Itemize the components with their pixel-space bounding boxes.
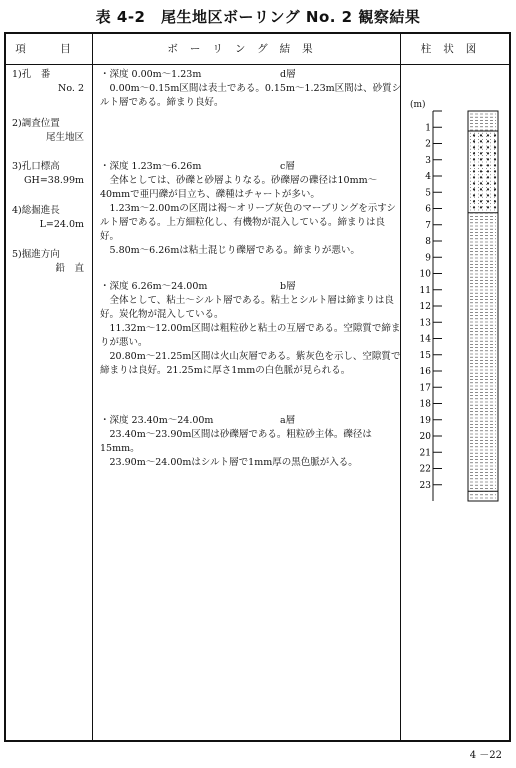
gravel-dot xyxy=(480,182,482,184)
gravel-dot xyxy=(494,140,496,142)
item-direction xyxy=(12,248,90,276)
depth-tick-label: 23 xyxy=(419,480,431,491)
gravel-dot xyxy=(487,146,489,148)
gravel-dot xyxy=(487,188,489,190)
layer-name: b層 xyxy=(280,281,296,292)
depth-range: ・深度 1.23m～6.26m xyxy=(100,161,202,172)
boring-column-log xyxy=(402,64,511,740)
gravel-dot xyxy=(480,140,482,142)
item-label: 3)孔口標高 xyxy=(12,161,60,172)
gravel-dot xyxy=(473,158,475,160)
gravel-dot xyxy=(473,182,475,184)
gravel-dot xyxy=(487,170,489,172)
paragraph: 1.23m～2.00mの区間は褐～オリーブ灰色のマーブリングを示すシルト層である。上方細粒化し、有機物が混入している。締まりは良好。 xyxy=(100,203,396,242)
depth-tick-label: 15 xyxy=(419,350,431,361)
gravel-dot xyxy=(480,194,482,196)
gravel-dot xyxy=(487,200,489,202)
gravel-dot xyxy=(480,176,482,178)
depth-tick-label: 13 xyxy=(419,318,431,329)
section-b-layer xyxy=(100,280,402,378)
paragraph: 全体として、粘土～シルト層である。粘土とシルト層は締まりは良好。炭化物が混入している。 xyxy=(100,295,394,320)
gravel-dot xyxy=(487,140,489,142)
observation-table xyxy=(4,32,511,742)
header-result: ボーリング結果 xyxy=(167,43,325,55)
gravel-dot xyxy=(473,206,475,208)
item-value: 尾生地区 xyxy=(45,132,84,143)
gravel-dot xyxy=(487,182,489,184)
gravel-dot xyxy=(494,206,496,208)
section-d-layer xyxy=(100,68,402,110)
gravel-dot xyxy=(487,134,489,136)
gravel-dot xyxy=(473,170,475,172)
gravel-dot xyxy=(494,134,496,136)
gravel-dot xyxy=(480,152,482,154)
item-value: 鉛 直 xyxy=(55,263,84,274)
depth-tick-label: 4 xyxy=(425,172,431,182)
layer-name: a層 xyxy=(280,415,296,426)
gravel-dot xyxy=(473,134,475,136)
gravel-dot xyxy=(480,170,482,172)
paragraph: 5.80m～6.26mは粘土混じり礫層である。締まりが悪い。 xyxy=(109,245,360,256)
header-column: 柱状図 xyxy=(420,43,489,55)
gravel-dot xyxy=(480,146,482,148)
depth-range: ・深度 23.40m～24.00m xyxy=(100,415,214,426)
gravel-dot xyxy=(487,152,489,154)
paragraph: 23.40m～23.90m区間は砂礫層である。粗粒砂主体。礫径は15mm。 xyxy=(100,429,372,454)
gravel-dot xyxy=(480,158,482,160)
depth-tick-label: 20 xyxy=(419,432,431,442)
gravel-dot xyxy=(473,140,475,142)
depth-tick-label: 6 xyxy=(425,204,431,215)
item-value: L=24.0m xyxy=(39,219,84,230)
column-divider xyxy=(400,34,401,740)
gravel-dot xyxy=(473,200,475,202)
gravel-dot xyxy=(494,152,496,154)
gravel-dot xyxy=(494,188,496,190)
paragraph: 23.90m～24.00mはシルト層で1mm厚の黒色脈が入る。 xyxy=(109,457,358,468)
gravel-dot xyxy=(494,194,496,196)
depth-tick-label: 7 xyxy=(425,220,431,231)
gravel-dot xyxy=(494,170,496,172)
item-value: No. 2 xyxy=(58,83,84,94)
depth-tick-label: 8 xyxy=(425,237,431,247)
depth-tick-label: 3 xyxy=(425,155,431,166)
gravel-dot xyxy=(480,200,482,202)
item-total-length xyxy=(12,204,90,232)
column-divider xyxy=(92,34,93,740)
item-elevation xyxy=(12,160,90,188)
depth-tick-label: 22 xyxy=(419,464,431,475)
depth-tick-label: 1 xyxy=(425,123,431,134)
gravel-dot xyxy=(494,146,496,148)
gravel-dot xyxy=(480,164,482,166)
gravel-dot xyxy=(473,188,475,190)
gravel-dot xyxy=(487,158,489,160)
depth-range: ・深度 6.26m～24.00m xyxy=(100,281,208,292)
paragraph: 11.32m～12.00m区間は粗粒砂と粘土の互層である。空隙質で締まりが悪い。 xyxy=(100,323,401,348)
gravel-dot xyxy=(487,206,489,208)
gravel-dot xyxy=(494,164,496,166)
item-location xyxy=(12,117,90,145)
layer-name: c層 xyxy=(280,161,295,172)
depth-tick-label: 19 xyxy=(419,415,431,426)
page-number: 4 －22 xyxy=(469,750,502,761)
item-label: 2)調査位置 xyxy=(12,118,60,129)
gravel-dot xyxy=(494,200,496,202)
section-c-layer xyxy=(100,160,402,258)
gravel-dot xyxy=(480,188,482,190)
gravel-dot xyxy=(487,176,489,178)
depth-unit: (m) xyxy=(410,100,426,110)
item-label: 5)掘進方向 xyxy=(12,249,60,260)
depth-tick-label: 11 xyxy=(419,285,431,296)
depth-tick-label: 16 xyxy=(419,367,431,377)
depth-tick-label: 21 xyxy=(419,448,431,459)
depth-range: ・深度 0.00m～1.23m xyxy=(100,69,202,80)
depth-tick-label: 5 xyxy=(425,188,431,199)
section-a-layer xyxy=(100,414,402,470)
header-item: 項 目 xyxy=(15,43,83,55)
paragraph: 0.00m～0.15m区間は表土である。0.15m～1.23m区間は、砂質シルト層である。締まり良好。 xyxy=(100,83,402,108)
gravel-dot xyxy=(473,164,475,166)
gravel-dot xyxy=(480,134,482,136)
gravel-dot xyxy=(487,194,489,196)
depth-tick-label: 2 xyxy=(425,139,431,150)
item-label: 4)総掘進長 xyxy=(12,205,60,216)
layer-name: d層 xyxy=(280,69,296,80)
depth-tick-label: 10 xyxy=(419,269,431,280)
gravel-dot xyxy=(473,152,475,154)
gravel-dot xyxy=(473,176,475,178)
depth-tick-label: 9 xyxy=(425,253,431,264)
depth-tick-label: 14 xyxy=(419,334,431,345)
depth-tick-label: 17 xyxy=(419,383,431,394)
item-bore-number xyxy=(12,68,90,96)
paragraph: 全体としては、砂礫と砂層よりなる。砂礫層の礫径は10mm～40mmで亜円礫が目立ち、礫種はチャートが多い。 xyxy=(100,175,378,200)
depth-tick-label: 18 xyxy=(419,399,431,410)
gravel-dot xyxy=(494,158,496,160)
paragraph: 20.80m～21.25m区間は火山灰層である。紫灰色を示し、空隙質で締まりは良好。21.25mに厚さ1mmの白色脈が見られる。 xyxy=(100,351,401,376)
gravel-dot xyxy=(494,176,496,178)
gravel-dot xyxy=(473,146,475,148)
boring-log-graphic xyxy=(402,64,511,740)
depth-tick-label: 12 xyxy=(419,302,431,312)
page-title: 表 4-2 尾生地区ボーリング No. 2 観察結果 xyxy=(95,8,421,26)
item-value: GH=38.99m xyxy=(23,175,84,186)
gravel-dot xyxy=(480,206,482,208)
item-label: 1)孔 番 xyxy=(12,69,51,80)
gravel-dot xyxy=(487,164,489,166)
gravel-dot xyxy=(473,194,475,196)
gravel-dot xyxy=(494,182,496,184)
